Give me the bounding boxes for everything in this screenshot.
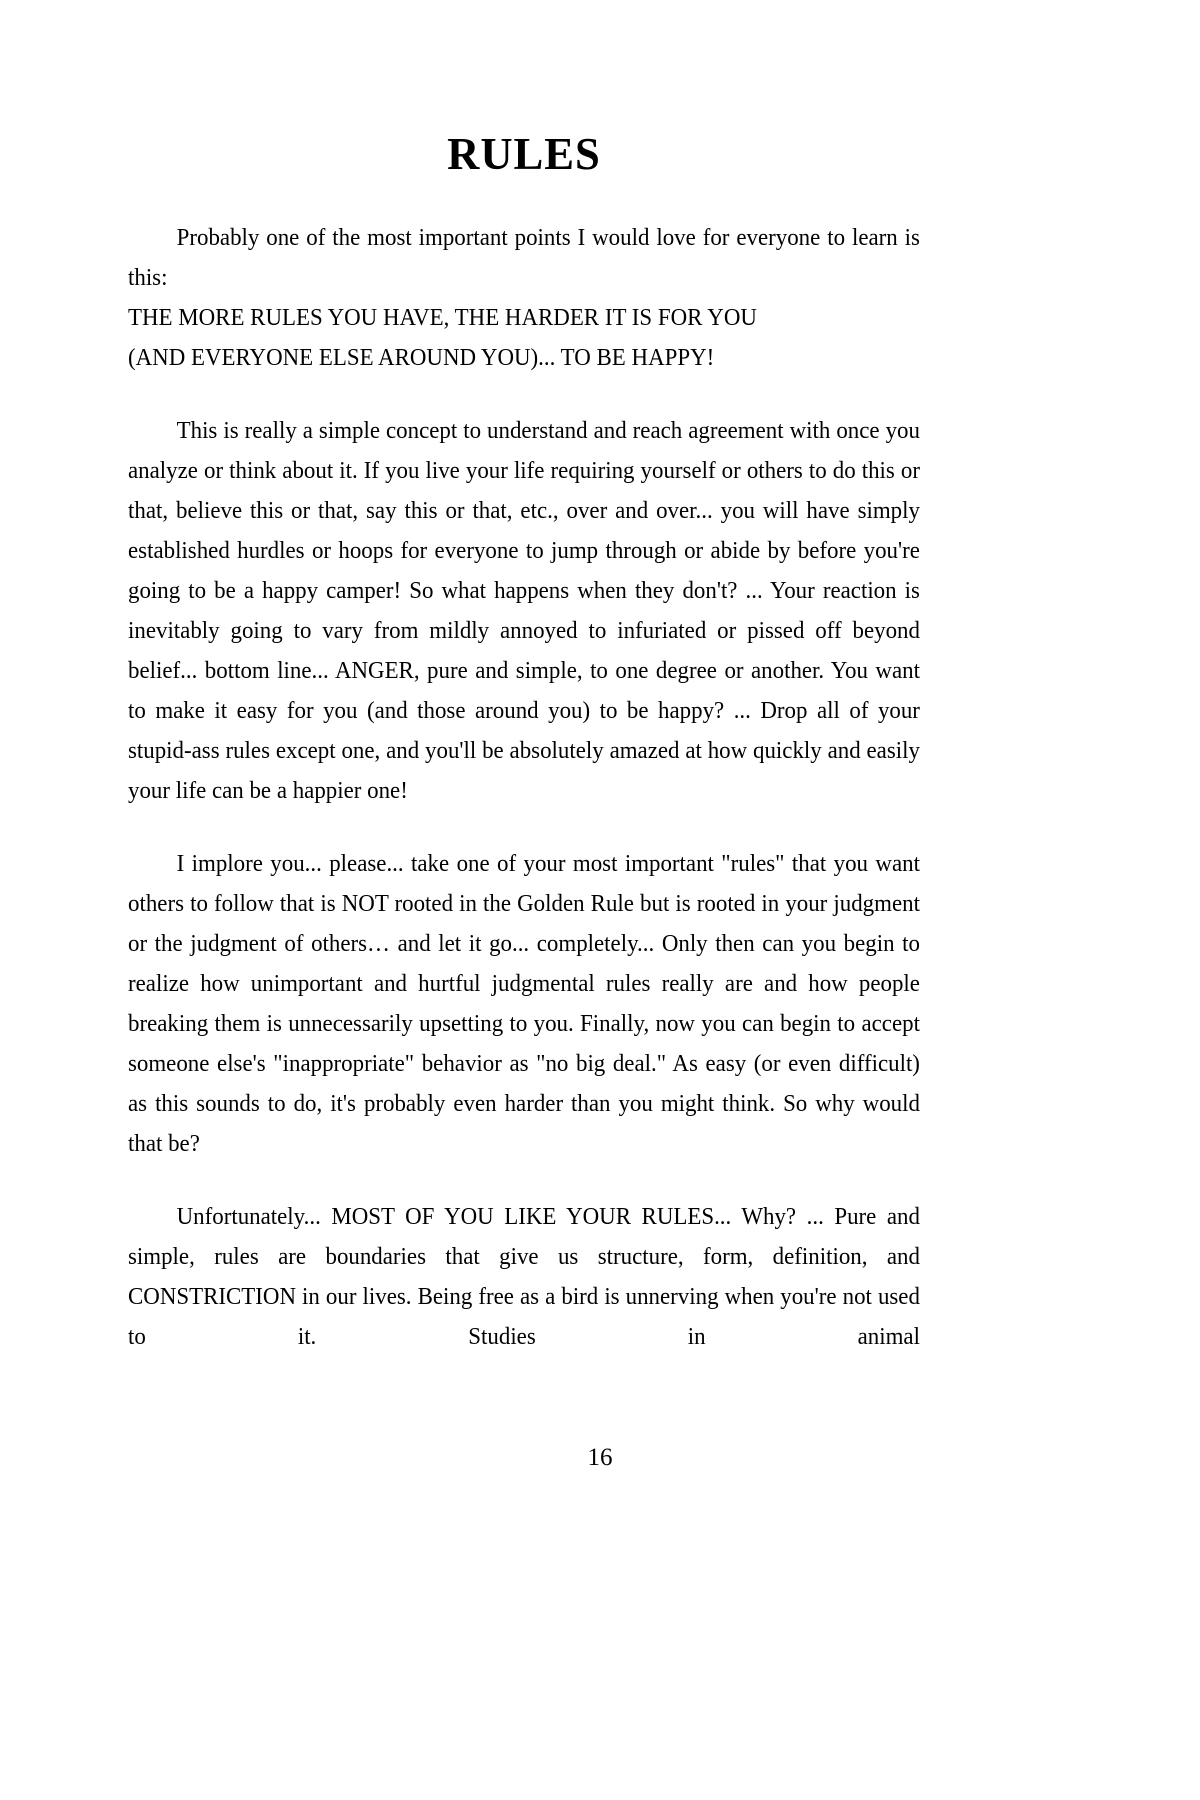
text-column bbox=[128, 0, 920, 1397]
body-text bbox=[128, 218, 920, 1397]
paragraph-2: This is really a simple concept to understand and reach agreement with once you analyze or think about it. If you live your life requiring yourself or others to do this or that, believe this or that, say this or that, etc., over and over... you will have simply established hurdles or hoops for everyone to jump through or abide by before you're going to be a happy camper! So what happens when they don't? ... Your reaction is inevitably going to vary from mildly annoyed to infuriated or pissed off beyond belief... bottom line... ANGER, pure and simple, to one degree or another. You want to make it easy for you (and those around you) to be happy? ... Drop all of your stupid-ass rules except one, and you'll be absolutely amazed at how quickly and easily your life can be a happier one! bbox=[128, 417, 920, 804]
paragraph-3: I implore you... please... take one of your most important "rules" that you want others to follow that is NOT rooted in the Golden Rule but is rooted in your judgment or the judgment of others… and let it go... completely... Only then can you begin to realize how unimportant and hurtful judgmental rules really are and how people breaking them is unnecessarily upsetting to you. Finally, now you can begin to accept someone else's "inappropriate" behavior as "no big deal." As easy (or even difficult) as this sounds to do, it's probably even harder than you might think. So why would that be? bbox=[128, 850, 920, 1157]
declaration-line-2: (AND EVERYONE ELSE AROUND YOU)... TO BE HAPPY! bbox=[128, 344, 715, 371]
paragraph-4: Unfortunately... MOST OF YOU LIKE YOUR RULES... Why? ... Pure and simple, rules are boundaries that give us structure, form, definition, and CONSTRICTION in our lives. Being free as a bird is unnerving when you're not used to it. Studies in animal bbox=[128, 1203, 920, 1350]
paragraph-1: Probably one of the most important points I would love for everyone to learn is this: bbox=[128, 224, 920, 291]
declaration-line-1: THE MORE RULES YOU HAVE, THE HARDER IT IS FOR YOU bbox=[128, 304, 757, 331]
page-number: 16 bbox=[587, 1444, 613, 1471]
page-title: RULES bbox=[447, 128, 601, 179]
